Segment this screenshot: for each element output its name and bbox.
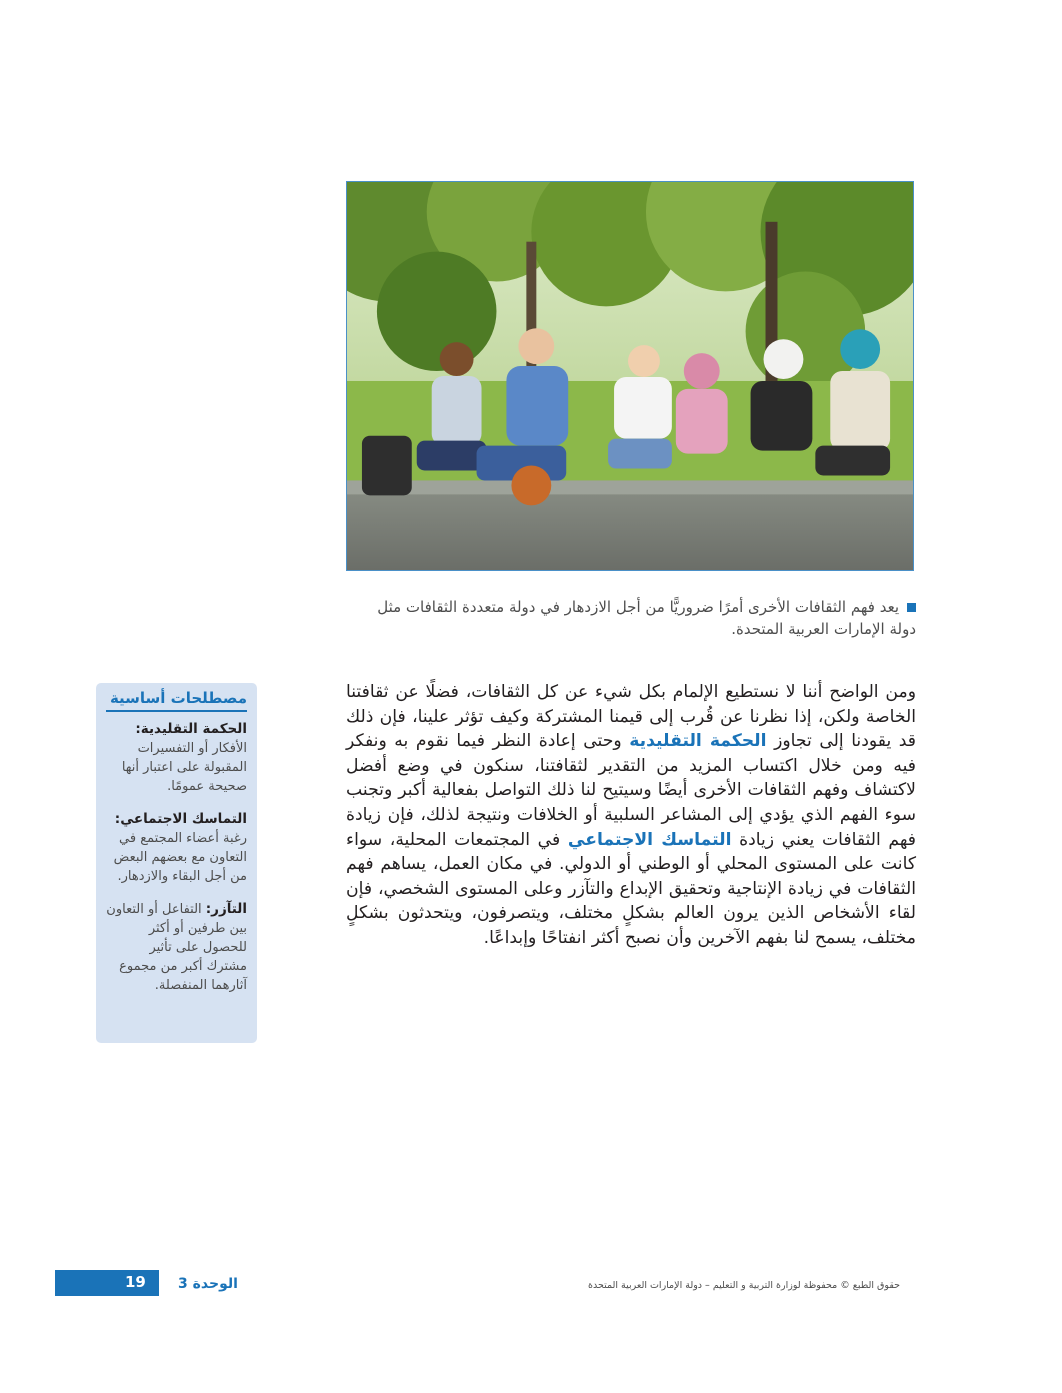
caption-text: يعد فهم الثقافات الأخرى أمرًا ضروريًّا من أجل الازدهار في دولة متعددة الثقافات مثل دولة الإمارات العربية المتحدة. [377,598,916,638]
students-photo-illustration [347,182,913,570]
key-terms-box [96,683,257,1043]
key-terms-title: مصطلحات أساسية [106,689,247,712]
glossary-definition: رغبة أعضاء المجتمع في التعاون مع بعضهم البعض من أجل البقاء والازدهار. [113,831,247,884]
body-text-part1: ومن الواضح أننا لا نستطيع الإلمام بكل شيء عن كل الثقافات، فضلًا عن ثقافتنا الخاصة ولكن، إذا نظرنا عن قُرب إلى قيمنا المشتركة وكيف تؤثر علينا، فإن ذلك قد يقودنا إلى تجاوز [346,682,917,752]
photo-caption [346,596,916,640]
body-text-part3: في المجتمعات المحلية، سواء كانت على المستوى المحلي أو الوطني أو الدولي. في مكان العمل، يساهم فهم الثقافات في زيادة الإنتاجية وتحقيق الإبداع والتآزر وعلى المستوى الشخصي، فإن لقاء الأشخاص الذين يرون العالم بشكلٍ مختلف، ويتصرفون، ويتحدثون بشكلٍ مختلف، يسمح لنا بفهم الآخرين وأن نصبح أكثر انفتاحًا وإبداعًا. [346,829,916,948]
body-text-part2: وحتى إعادة النظر فيما نقوم به ونفكر فيه ومن خلال اكتساب المزيد من التقدير لثقافتنا، سنكون في وضع أفضل لاكتشاف وفهم الثقافات الأخرى أيضًا وسيتيح لنا ذلك التواصل بفعالية أكبر وتجنب سوء الفهم الذي يؤدي إلى المشاعر السلبية أو الخلافات ونتيجة لذلك، فإن زيادة فهم الثقافات يعني زيادة [346,731,916,850]
page-number-bar [55,1270,159,1296]
term-traditional-wisdom: الحكمة التقليدية [629,731,767,752]
unit-label: الوحدة 3 [178,1276,238,1292]
glossary-entry [106,720,247,796]
glossary-term: الحكمة التقليدية: [135,721,247,737]
glossary-definition: التفاعل أو التعاون بين طرفين أو أكثر للحصول على تأثير مشترك أكبر من مجموع آثارهما المنفصلة. [106,902,247,993]
page-number: 19 [125,1273,146,1291]
glossary-term: التآزر: [205,901,247,917]
copyright-notice: حقوق الطبع © محفوظة لوزارة التربية و التعليم – دولة الإمارات العربية المتحدة [588,1280,900,1291]
students-photo [346,181,914,571]
body-paragraph [346,680,916,951]
glossary-definition: الأفكار أو التفسيرات المقبولة على اعتبار أنها صحيحة عمومًا. [121,741,247,794]
glossary-term: التماسك الاجتماعي: [114,811,247,827]
caption-bullet-icon [907,603,916,612]
term-social-cohesion: التماسك الاجتماعي [567,829,732,850]
glossary-entry [106,810,247,886]
glossary-entry [106,900,247,995]
